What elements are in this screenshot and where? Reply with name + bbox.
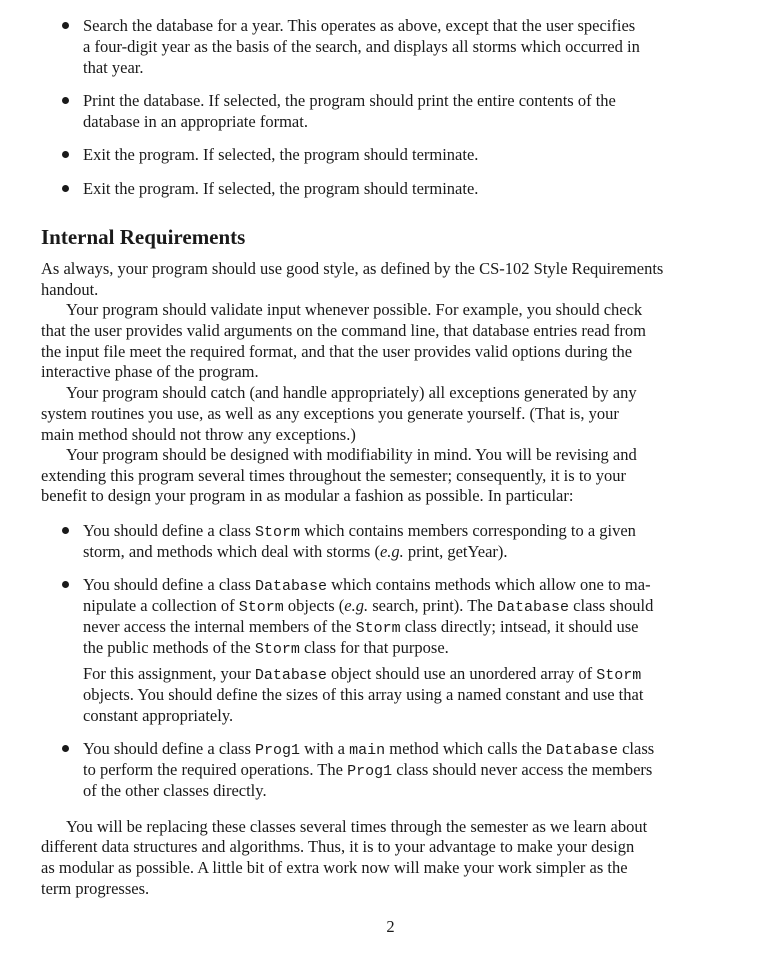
bullet-search-year-line1: Search the database for a year. This operates as above, except that the user specifies: [83, 16, 636, 35]
para-modifiability-line3: benefit to design your program in as modular a fashion as possible. In particular:: [41, 486, 574, 505]
bullet-exit-2: Exit the program. If selected, the program should terminate.: [83, 179, 479, 198]
para-validate-line2: that the user provides valid arguments on the command line, that database entries read from: [41, 321, 646, 340]
bullet-icon: [62, 581, 69, 588]
bullet-database-line2: nipulate a collection of Storm objects (e.g. search, print). The Database class should: [83, 596, 654, 616]
bullet-database-line5: For this assignment, your Database object should use an unordered array of Storm: [83, 664, 642, 684]
para-exceptions-line3: main method should not throw any exceptions.): [41, 425, 356, 444]
para-style-line1: As always, your program should use good style, as defined by the CS-102 Style Requirements: [41, 259, 664, 278]
bullet-prog1-line1: You should define a class Prog1 with a main method which calls the Database class: [83, 739, 655, 759]
bullet-icon: [62, 745, 69, 752]
para-exceptions-line1: Your program should catch (and handle appropriately) all exceptions generated by any: [66, 383, 637, 402]
bullet-icon: [62, 151, 69, 158]
para-exceptions-line2: system routines you use, as well as any exceptions you generate yourself. (That is, your: [41, 404, 619, 423]
bullet-storm-line2: storm, and methods which deal with storms (e.g. print, getYear).: [83, 542, 508, 561]
bullet-database-line3: never access the internal members of the Storm class directly; intsead, it should use: [83, 617, 639, 637]
bullet-database-line7: constant appropriately.: [83, 706, 234, 725]
bullet-database-line6: objects. You should define the sizes of this array using a named constant and use that: [83, 685, 644, 704]
bullet-database-line1: You should define a class Database which contains methods which allow one to ma-: [83, 575, 651, 595]
bullet-exit-1: Exit the program. If selected, the program should terminate.: [83, 145, 479, 164]
para-replacing-line1: You will be replacing these classes several times through the semester as we learn about: [66, 817, 648, 836]
para-validate-line1: Your program should validate input whenever possible. For example, you should check: [66, 300, 643, 319]
bullet-icon: [62, 527, 69, 534]
para-modifiability-line2: extending this program several times throughout the semester; consequently, it is to your: [41, 466, 627, 485]
para-replacing-line4: term progresses.: [41, 879, 150, 898]
bullet-storm-line1: You should define a class Storm which contains members corresponding to a given: [83, 521, 636, 541]
bullet-database-line4: the public methods of the Storm class for that purpose.: [83, 638, 449, 658]
bullet-search-year-line2: a four-digit year as the basis of the search, and displays all storms which occurred in: [83, 37, 640, 56]
page-number: 2: [386, 917, 395, 936]
bullet-print-line1: Print the database. If selected, the program should print the entire contents of the: [83, 91, 616, 110]
bullet-icon: [62, 97, 69, 104]
bullet-search-year-line3: that year.: [83, 58, 144, 77]
para-replacing-line3: as modular as possible. A little bit of extra work now will make your work simpler as the: [41, 858, 628, 877]
bullet-icon: [62, 185, 69, 192]
para-validate-line3: the input file meet the required format, and that the user provides valid options during the: [41, 342, 633, 361]
bullet-prog1-line2: to perform the required operations. The Prog1 class should never access the members: [83, 760, 653, 780]
bullet-prog1-line3: of the other classes directly.: [83, 781, 267, 800]
bullet-icon: [62, 22, 69, 29]
bullet-print-line2: database in an appropriate format.: [83, 112, 308, 131]
para-replacing-line2: different data structures and algorithms. Thus, it is to your advantage to make your design: [41, 837, 635, 856]
section-heading: Internal Requirements: [41, 225, 246, 249]
para-validate-line4: interactive phase of the program.: [41, 362, 259, 381]
para-style-line2: handout.: [41, 280, 99, 299]
para-modifiability-line1: Your program should be designed with modifiability in mind. You will be revising and: [66, 445, 637, 464]
